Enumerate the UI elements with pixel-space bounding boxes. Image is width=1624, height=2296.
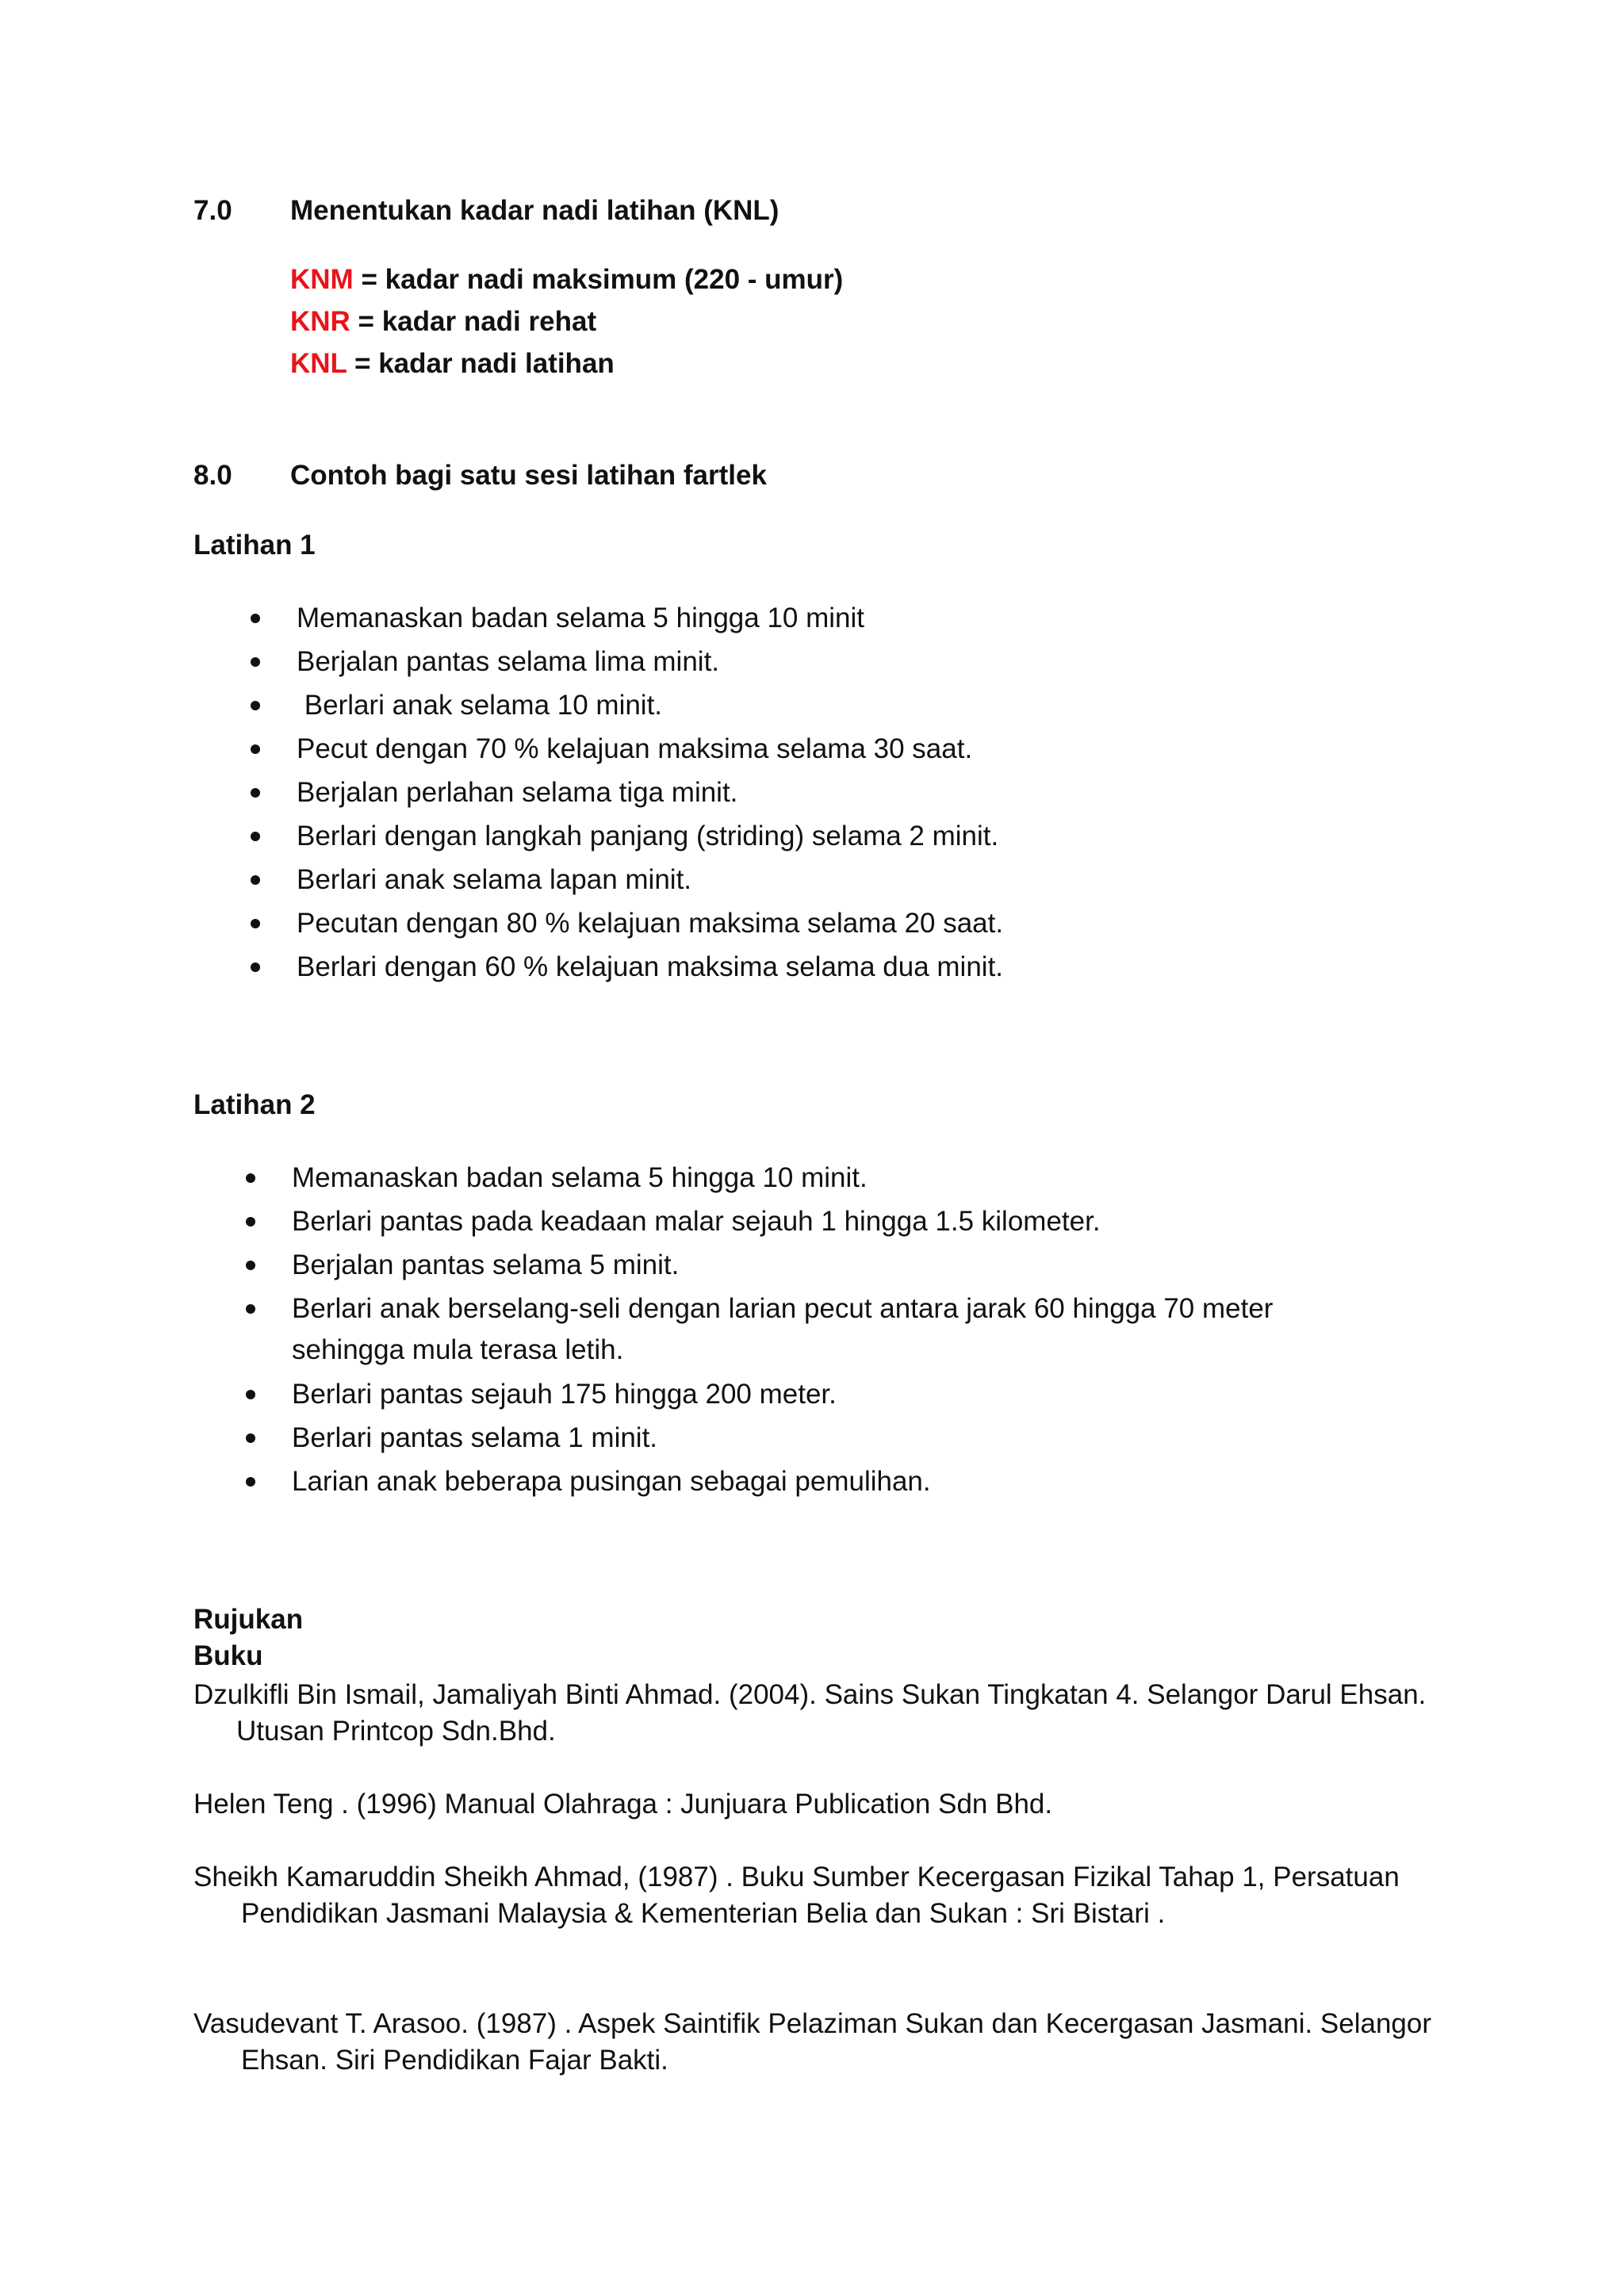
definition-knm [290, 264, 843, 296]
list-item-text: Berjalan perlahan selama tiga minit. [297, 777, 738, 808]
bullet-icon [251, 744, 260, 754]
reference-line: Sheikh Kamaruddin Sheikh Ahmad, (1987) . Buku Sumber Kecergasan Fizikal Tahap 1, Persatuan [193, 1862, 1400, 1892]
list-item-text: Berlari dengan 60 % kelajuan maksima selama dua minit. [297, 951, 1004, 982]
reference-line: Helen Teng . (1996) Manual Olahraga : Junjuara Publication Sdn Bhd. [193, 1789, 1053, 1820]
definition-text: = kadar nadi rehat [350, 306, 597, 337]
latihan-1-heading: Latihan 1 [193, 530, 316, 561]
definition-abbr: KNR [290, 306, 350, 337]
bullet-icon [251, 614, 260, 623]
definition-text: = kadar nadi latihan [347, 348, 615, 379]
bullet-icon [251, 875, 260, 885]
list-item [246, 1156, 1386, 1200]
section-7-title: Menentukan kadar nadi latihan (KNL) [290, 195, 779, 226]
reference-continuation: Pendidikan Jasmani Malaysia & Kementerian Belia dan Sukan : Sri Bistari . [241, 1898, 1166, 1929]
list-item [251, 683, 1003, 727]
list-item [246, 1372, 1386, 1416]
list-item [251, 901, 1003, 945]
reference-entry [193, 1859, 1446, 1932]
references-subheading: Buku [193, 1640, 263, 1671]
reference-line: Vasudevant T. Arasoo. (1987) . Aspek Saintifik Pelaziman Sukan dan Kecergasan Jasmani. Selangor [193, 2008, 1432, 2039]
bullet-icon [246, 1261, 255, 1270]
latihan-1-list [251, 596, 1003, 989]
reference-entry [193, 2006, 1446, 2079]
bullet-icon [251, 788, 260, 798]
list-item-text: Berjalan pantas selama lima minit. [297, 646, 720, 677]
list-item-text: Larian anak beberapa pusingan sebagai pemulihan. [292, 1466, 931, 1497]
list-item-text: Berlari anak selama lapan minit. [297, 864, 692, 895]
list-item-text: Berlari anak berselang-seli dengan larian pecut antara jarak 60 hingga 70 meter sehingga mula terasa letih. [292, 1293, 1274, 1365]
list-item [251, 814, 1003, 858]
bullet-icon [246, 1477, 255, 1487]
list-item [246, 1287, 1386, 1372]
definition-knl [290, 348, 615, 380]
definition-abbr: KNL [290, 348, 347, 379]
bullet-icon [246, 1217, 255, 1226]
section-8-number: 8.0 [193, 460, 232, 491]
bullet-icon [251, 701, 260, 710]
list-item [246, 1416, 1386, 1460]
bullet-icon [251, 832, 260, 841]
bullet-icon [246, 1390, 255, 1399]
list-item-text: Memanaskan badan selama 5 hingga 10 minit. [292, 1162, 868, 1193]
bullet-icon [246, 1433, 255, 1443]
list-item-text: Berlari anak selama 10 minit. [297, 690, 663, 721]
list-item-text: Berlari dengan langkah panjang (striding) selama 2 minit. [297, 821, 999, 851]
bullet-icon [251, 919, 260, 928]
list-item-text: Berlari pantas selama 1 minit. [292, 1422, 658, 1453]
list-item [251, 771, 1003, 814]
list-item-text: Berlari pantas pada keadaan malar sejauh 1 hingga 1.5 kilometer. [292, 1206, 1101, 1237]
definition-abbr: KNM [290, 264, 354, 295]
list-item [251, 945, 1003, 989]
list-item-text: Pecutan dengan 80 % kelajuan maksima selama 20 saat. [297, 908, 1004, 939]
reference-line: Dzulkifli Bin Ismail, Jamaliyah Binti Ahmad. (2004). Sains Sukan Tingkatan 4. Selangor Darul Ehsan. [193, 1679, 1427, 1710]
reference-entry [193, 1677, 1446, 1750]
list-item [251, 727, 1003, 771]
definition-text: = kadar nadi maksimum (220 - umur) [353, 264, 844, 295]
list-item [246, 1200, 1386, 1243]
list-item [246, 1243, 1386, 1287]
reference-continuation: Utusan Printcop Sdn.Bhd. [236, 1716, 556, 1747]
latihan-2-heading: Latihan 2 [193, 1089, 316, 1120]
bullet-icon [246, 1173, 255, 1183]
list-item [251, 858, 1003, 901]
list-item [251, 640, 1003, 683]
list-item [246, 1460, 1386, 1503]
latihan-2-list [246, 1156, 1386, 1503]
references-heading: Rujukan [193, 1604, 304, 1635]
list-item [251, 596, 1003, 640]
section-8-title: Contoh bagi satu sesi latihan fartlek [290, 460, 767, 491]
list-item-text: Memanaskan badan selama 5 hingga 10 minit [297, 603, 864, 633]
bullet-icon [251, 962, 260, 972]
bullet-icon [246, 1304, 255, 1314]
bullet-icon [251, 657, 260, 667]
definition-knr [290, 306, 596, 338]
reference-continuation: Ehsan. Siri Pendidikan Fajar Bakti. [241, 2045, 668, 2076]
list-item-text: Berlari pantas sejauh 175 hingga 200 meter. [292, 1379, 837, 1410]
reference-entry [193, 1786, 1446, 1823]
section-7-number: 7.0 [193, 195, 232, 226]
list-item-text: Pecut dengan 70 % kelajuan maksima selama 30 saat. [297, 733, 973, 764]
list-item-text: Berjalan pantas selama 5 minit. [292, 1249, 680, 1280]
